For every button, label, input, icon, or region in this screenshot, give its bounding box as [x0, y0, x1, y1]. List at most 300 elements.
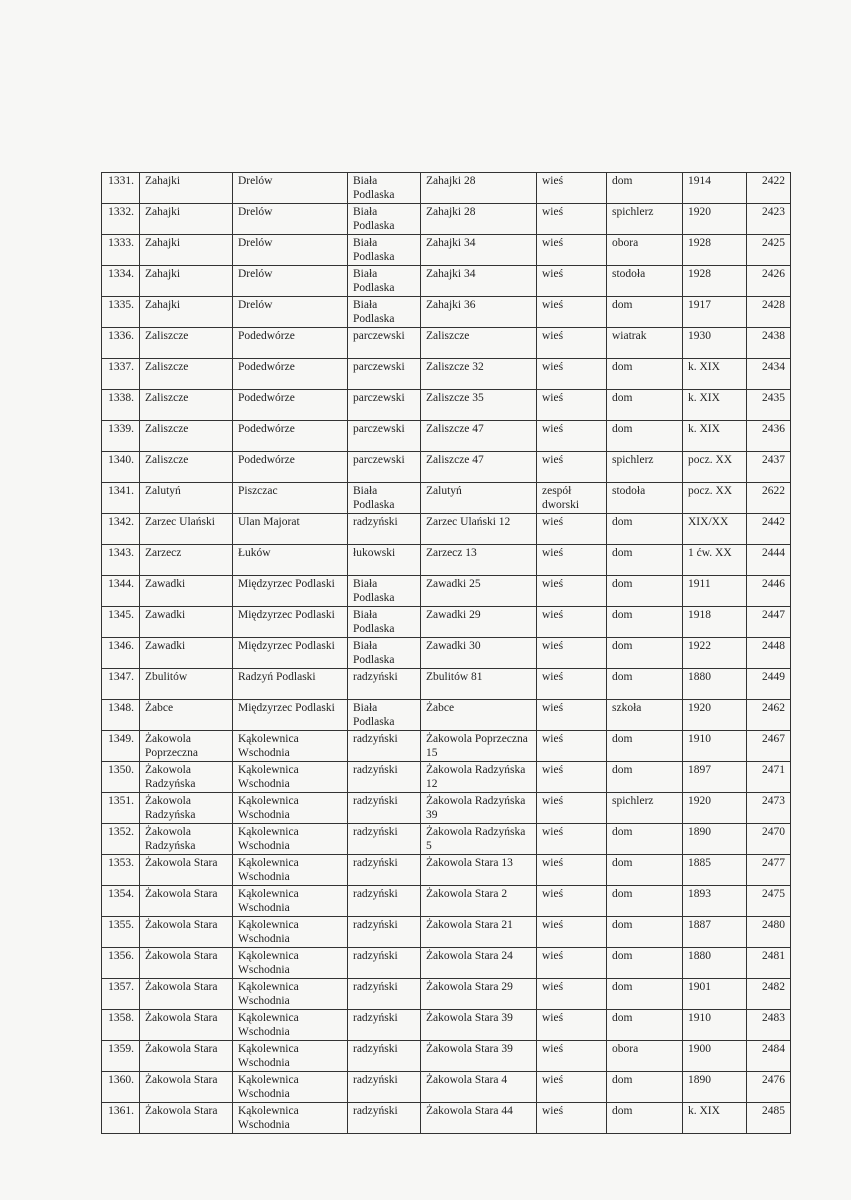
dating-cell: 1920 — [683, 700, 747, 731]
dating-cell: pocz. XX — [683, 452, 747, 483]
row-number: 1342. — [102, 514, 140, 545]
table-row — [102, 607, 791, 638]
settlement-type-cell: wieś — [537, 1072, 607, 1103]
address-cell: Zaliszcze 32 — [421, 359, 537, 390]
settlement-type-cell: wieś — [537, 1010, 607, 1041]
row-number: 1337. — [102, 359, 140, 390]
powiat-cell: radzyński — [348, 731, 421, 762]
register-id-cell: 2622 — [747, 483, 791, 514]
register-id-cell: 2422 — [747, 173, 791, 204]
address-cell: Zaliszcze — [421, 328, 537, 359]
powiat-cell: Biała Podlaska — [348, 173, 421, 204]
object-type-cell: dom — [607, 979, 683, 1010]
row-number: 1344. — [102, 576, 140, 607]
row-number: 1346. — [102, 638, 140, 669]
register-id-cell: 2437 — [747, 452, 791, 483]
address-cell: Żakowola Radzyńska 5 — [421, 824, 537, 855]
table-row — [102, 235, 791, 266]
settlement-type-cell: wieś — [537, 669, 607, 700]
row-number: 1350. — [102, 762, 140, 793]
address-cell: Zaliszcze 47 — [421, 421, 537, 452]
table-row — [102, 1010, 791, 1041]
register-id-cell: 2482 — [747, 979, 791, 1010]
row-number: 1353. — [102, 855, 140, 886]
gmina-cell: Kąkolewnica Wschodnia — [233, 917, 348, 948]
powiat-cell: radzyński — [348, 824, 421, 855]
row-number: 1333. — [102, 235, 140, 266]
table-row — [102, 483, 791, 514]
row-number: 1359. — [102, 1041, 140, 1072]
powiat-cell: radzyński — [348, 979, 421, 1010]
register-id-cell: 2485 — [747, 1103, 791, 1134]
table-row — [102, 297, 791, 328]
table-row — [102, 1041, 791, 1072]
row-number: 1347. — [102, 669, 140, 700]
powiat-cell: Biała Podlaska — [348, 576, 421, 607]
address-cell: Zahajki 34 — [421, 266, 537, 297]
object-type-cell: dom — [607, 1072, 683, 1103]
row-number: 1331. — [102, 173, 140, 204]
dating-cell: 1880 — [683, 669, 747, 700]
object-type-cell: dom — [607, 1010, 683, 1041]
powiat-cell: Biała Podlaska — [348, 297, 421, 328]
object-type-cell: stodoła — [607, 483, 683, 514]
register-id-cell: 2483 — [747, 1010, 791, 1041]
address-cell: Zawadki 30 — [421, 638, 537, 669]
settlement-type-cell: wieś — [537, 390, 607, 421]
powiat-cell: radzyński — [348, 855, 421, 886]
table-row — [102, 204, 791, 235]
register-id-cell: 2473 — [747, 793, 791, 824]
dating-cell: 1901 — [683, 979, 747, 1010]
dating-cell: 1914 — [683, 173, 747, 204]
locality-cell: Żakowola Stara — [140, 1103, 233, 1134]
settlement-type-cell: wieś — [537, 762, 607, 793]
dating-cell: 1 ćw. XX — [683, 545, 747, 576]
address-cell: Żakowola Stara 13 — [421, 855, 537, 886]
object-type-cell: dom — [607, 545, 683, 576]
register-id-cell: 2447 — [747, 607, 791, 638]
row-number: 1338. — [102, 390, 140, 421]
dating-cell: 1918 — [683, 607, 747, 638]
gmina-cell: Międzyrzec Podlaski — [233, 607, 348, 638]
row-number: 1348. — [102, 700, 140, 731]
gmina-cell: Kąkolewnica Wschodnia — [233, 793, 348, 824]
dating-cell: 1911 — [683, 576, 747, 607]
address-cell: Żakowola Radzyńska 39 — [421, 793, 537, 824]
object-type-cell: dom — [607, 390, 683, 421]
powiat-cell: parczewski — [348, 328, 421, 359]
object-type-cell: dom — [607, 421, 683, 452]
settlement-type-cell: wieś — [537, 793, 607, 824]
table-row — [102, 731, 791, 762]
settlement-type-cell: wieś — [537, 204, 607, 235]
gmina-cell: Kąkolewnica Wschodnia — [233, 948, 348, 979]
row-number: 1345. — [102, 607, 140, 638]
object-type-cell: stodoła — [607, 266, 683, 297]
table-row — [102, 886, 791, 917]
locality-cell: Zawadki — [140, 607, 233, 638]
locality-cell: Zarzec Ulański — [140, 514, 233, 545]
address-cell: Żakowola Stara 29 — [421, 979, 537, 1010]
address-cell: Zalutyń — [421, 483, 537, 514]
register-id-cell: 2467 — [747, 731, 791, 762]
row-number: 1336. — [102, 328, 140, 359]
powiat-cell: radzyński — [348, 1010, 421, 1041]
powiat-cell: Biała Podlaska — [348, 204, 421, 235]
settlement-type-cell: wieś — [537, 266, 607, 297]
powiat-cell: Biała Podlaska — [348, 235, 421, 266]
address-cell: Zawadki 25 — [421, 576, 537, 607]
table-row — [102, 855, 791, 886]
object-type-cell: dom — [607, 917, 683, 948]
settlement-type-cell: wieś — [537, 607, 607, 638]
table-row — [102, 328, 791, 359]
register-id-cell: 2434 — [747, 359, 791, 390]
powiat-cell: parczewski — [348, 390, 421, 421]
table-row — [102, 359, 791, 390]
settlement-type-cell: wieś — [537, 235, 607, 266]
powiat-cell: radzyński — [348, 762, 421, 793]
powiat-cell: radzyński — [348, 669, 421, 700]
register-id-cell: 2423 — [747, 204, 791, 235]
row-number: 1334. — [102, 266, 140, 297]
settlement-type-cell: wieś — [537, 514, 607, 545]
register-id-cell: 2481 — [747, 948, 791, 979]
object-type-cell: obora — [607, 235, 683, 266]
powiat-cell: radzyński — [348, 1072, 421, 1103]
address-cell: Zahajki 28 — [421, 204, 537, 235]
dating-cell: 1890 — [683, 824, 747, 855]
gmina-cell: Podedwórze — [233, 328, 348, 359]
table-row — [102, 576, 791, 607]
locality-cell: Żakowola Radzyńska — [140, 793, 233, 824]
locality-cell: Żakowola Stara — [140, 1072, 233, 1103]
address-cell: Żakowola Stara 44 — [421, 1103, 537, 1134]
locality-cell: Zaliszcze — [140, 390, 233, 421]
object-type-cell: dom — [607, 607, 683, 638]
locality-cell: Zarzecz — [140, 545, 233, 576]
address-cell: Żakowola Stara 24 — [421, 948, 537, 979]
gmina-cell: Międzyrzec Podlaski — [233, 638, 348, 669]
gmina-cell: Ulan Majorat — [233, 514, 348, 545]
address-cell: Zahajki 28 — [421, 173, 537, 204]
dating-cell: 1910 — [683, 1010, 747, 1041]
object-type-cell: szkoła — [607, 700, 683, 731]
powiat-cell: parczewski — [348, 359, 421, 390]
register-id-cell: 2435 — [747, 390, 791, 421]
register-id-cell: 2446 — [747, 576, 791, 607]
address-cell: Żakowola Radzyńska 12 — [421, 762, 537, 793]
locality-cell: Zahajki — [140, 235, 233, 266]
settlement-type-cell: wieś — [537, 979, 607, 1010]
dating-cell: XIX/XX — [683, 514, 747, 545]
powiat-cell: radzyński — [348, 1103, 421, 1134]
locality-cell: Żabce — [140, 700, 233, 731]
register-id-cell: 2426 — [747, 266, 791, 297]
object-type-cell: dom — [607, 731, 683, 762]
locality-cell: Zahajki — [140, 204, 233, 235]
gmina-cell: Podedwórze — [233, 390, 348, 421]
gmina-cell: Kąkolewnica Wschodnia — [233, 824, 348, 855]
powiat-cell: Biała Podlaska — [348, 483, 421, 514]
powiat-cell: radzyński — [348, 948, 421, 979]
register-id-cell: 2477 — [747, 855, 791, 886]
address-cell: Zahajki 34 — [421, 235, 537, 266]
table-row — [102, 700, 791, 731]
dating-cell: k. XIX — [683, 359, 747, 390]
dating-cell: 1885 — [683, 855, 747, 886]
locality-cell: Zahajki — [140, 266, 233, 297]
object-type-cell: dom — [607, 886, 683, 917]
address-cell: Żakowola Stara 39 — [421, 1010, 537, 1041]
row-number: 1332. — [102, 204, 140, 235]
gmina-cell: Kąkolewnica Wschodnia — [233, 731, 348, 762]
row-number: 1354. — [102, 886, 140, 917]
settlement-type-cell: wieś — [537, 886, 607, 917]
address-cell: Żabce — [421, 700, 537, 731]
dating-cell: 1890 — [683, 1072, 747, 1103]
table-row — [102, 979, 791, 1010]
row-number: 1341. — [102, 483, 140, 514]
locality-cell: Żakowola Stara — [140, 917, 233, 948]
powiat-cell: parczewski — [348, 421, 421, 452]
address-cell: Zaliszcze 35 — [421, 390, 537, 421]
powiat-cell: łukowski — [348, 545, 421, 576]
register-id-cell: 2475 — [747, 886, 791, 917]
gmina-cell: Kąkolewnica Wschodnia — [233, 855, 348, 886]
address-cell: Zarzec Ulański 12 — [421, 514, 537, 545]
row-number: 1349. — [102, 731, 140, 762]
powiat-cell: radzyński — [348, 886, 421, 917]
locality-cell: Żakowola Stara — [140, 979, 233, 1010]
table-row — [102, 638, 791, 669]
row-number: 1351. — [102, 793, 140, 824]
settlement-type-cell: wieś — [537, 917, 607, 948]
dating-cell: k. XIX — [683, 421, 747, 452]
monument-registry-table — [101, 172, 791, 1134]
address-cell: Żakowola Poprzeczna 15 — [421, 731, 537, 762]
gmina-cell: Kąkolewnica Wschodnia — [233, 1072, 348, 1103]
address-cell: Żakowola Stara 21 — [421, 917, 537, 948]
locality-cell: Żakowola Stara — [140, 1010, 233, 1041]
address-cell: Żakowola Stara 2 — [421, 886, 537, 917]
locality-cell: Żakowola Stara — [140, 948, 233, 979]
table-row — [102, 762, 791, 793]
object-type-cell: dom — [607, 855, 683, 886]
gmina-cell: Drelów — [233, 297, 348, 328]
powiat-cell: Biała Podlaska — [348, 638, 421, 669]
object-type-cell: spichlerz — [607, 793, 683, 824]
locality-cell: Żakowola Stara — [140, 1041, 233, 1072]
gmina-cell: Drelów — [233, 204, 348, 235]
powiat-cell: radzyński — [348, 793, 421, 824]
dating-cell: 1893 — [683, 886, 747, 917]
dating-cell: 1897 — [683, 762, 747, 793]
object-type-cell: dom — [607, 576, 683, 607]
address-cell: Zaliszcze 47 — [421, 452, 537, 483]
row-number: 1339. — [102, 421, 140, 452]
address-cell: Żakowola Stara 39 — [421, 1041, 537, 1072]
settlement-type-cell: wieś — [537, 855, 607, 886]
gmina-cell: Podedwórze — [233, 452, 348, 483]
registry-body — [102, 173, 791, 1134]
object-type-cell: dom — [607, 173, 683, 204]
settlement-type-cell: wieś — [537, 576, 607, 607]
gmina-cell: Kąkolewnica Wschodnia — [233, 886, 348, 917]
gmina-cell: Drelów — [233, 235, 348, 266]
settlement-type-cell: wieś — [537, 1103, 607, 1134]
table-row — [102, 917, 791, 948]
gmina-cell: Międzyrzec Podlaski — [233, 576, 348, 607]
locality-cell: Zaliszcze — [140, 359, 233, 390]
address-cell: Zahajki 36 — [421, 297, 537, 328]
row-number: 1355. — [102, 917, 140, 948]
object-type-cell: dom — [607, 669, 683, 700]
row-number: 1340. — [102, 452, 140, 483]
gmina-cell: Łuków — [233, 545, 348, 576]
table-row — [102, 266, 791, 297]
object-type-cell: spichlerz — [607, 452, 683, 483]
powiat-cell: radzyński — [348, 917, 421, 948]
object-type-cell: dom — [607, 1103, 683, 1134]
table-row — [102, 390, 791, 421]
object-type-cell: dom — [607, 297, 683, 328]
register-id-cell: 2438 — [747, 328, 791, 359]
table-row — [102, 514, 791, 545]
settlement-type-cell: wieś — [537, 700, 607, 731]
register-id-cell: 2449 — [747, 669, 791, 700]
row-number: 1335. — [102, 297, 140, 328]
register-id-cell: 2476 — [747, 1072, 791, 1103]
locality-cell: Żakowola Radzyńska — [140, 824, 233, 855]
dating-cell: 1930 — [683, 328, 747, 359]
gmina-cell: Kąkolewnica Wschodnia — [233, 1010, 348, 1041]
table-row — [102, 545, 791, 576]
address-cell: Zbulitów 81 — [421, 669, 537, 700]
dating-cell: pocz. XX — [683, 483, 747, 514]
row-number: 1352. — [102, 824, 140, 855]
table-row — [102, 1072, 791, 1103]
settlement-type-cell: wieś — [537, 545, 607, 576]
register-id-cell: 2448 — [747, 638, 791, 669]
object-type-cell: dom — [607, 824, 683, 855]
row-number: 1358. — [102, 1010, 140, 1041]
register-id-cell: 2436 — [747, 421, 791, 452]
settlement-type-cell: wieś — [537, 1041, 607, 1072]
dating-cell: 1928 — [683, 235, 747, 266]
powiat-cell: parczewski — [348, 452, 421, 483]
gmina-cell: Piszczac — [233, 483, 348, 514]
powiat-cell: Biała Podlaska — [348, 607, 421, 638]
settlement-type-cell: wieś — [537, 638, 607, 669]
table-row — [102, 793, 791, 824]
gmina-cell: Kąkolewnica Wschodnia — [233, 762, 348, 793]
locality-cell: Żakowola Stara — [140, 886, 233, 917]
object-type-cell: dom — [607, 514, 683, 545]
table-row — [102, 824, 791, 855]
dating-cell: 1922 — [683, 638, 747, 669]
object-type-cell: dom — [607, 359, 683, 390]
register-id-cell: 2428 — [747, 297, 791, 328]
powiat-cell: Biała Podlaska — [348, 700, 421, 731]
register-id-cell: 2462 — [747, 700, 791, 731]
address-cell: Zawadki 29 — [421, 607, 537, 638]
locality-cell: Zahajki — [140, 173, 233, 204]
dating-cell: k. XIX — [683, 390, 747, 421]
register-id-cell: 2471 — [747, 762, 791, 793]
table-row — [102, 421, 791, 452]
dating-cell: 1917 — [683, 297, 747, 328]
powiat-cell: radzyński — [348, 1041, 421, 1072]
locality-cell: Zaliszcze — [140, 421, 233, 452]
register-id-cell: 2484 — [747, 1041, 791, 1072]
gmina-cell: Kąkolewnica Wschodnia — [233, 979, 348, 1010]
register-id-cell: 2442 — [747, 514, 791, 545]
object-type-cell: dom — [607, 638, 683, 669]
address-cell: Zarzecz 13 — [421, 545, 537, 576]
locality-cell: Żakowola Stara — [140, 855, 233, 886]
row-number: 1343. — [102, 545, 140, 576]
dating-cell: k. XIX — [683, 1103, 747, 1134]
register-id-cell: 2470 — [747, 824, 791, 855]
settlement-type-cell: wieś — [537, 731, 607, 762]
object-type-cell: wiatrak — [607, 328, 683, 359]
dating-cell: 1887 — [683, 917, 747, 948]
table-row — [102, 1103, 791, 1134]
dating-cell: 1910 — [683, 731, 747, 762]
powiat-cell: radzyński — [348, 514, 421, 545]
register-id-cell: 2444 — [747, 545, 791, 576]
locality-cell: Żakowola Poprzeczna — [140, 731, 233, 762]
settlement-type-cell: wieś — [537, 359, 607, 390]
row-number: 1361. — [102, 1103, 140, 1134]
locality-cell: Zawadki — [140, 576, 233, 607]
gmina-cell: Podedwórze — [233, 359, 348, 390]
row-number: 1356. — [102, 948, 140, 979]
row-number: 1357. — [102, 979, 140, 1010]
settlement-type-cell: wieś — [537, 173, 607, 204]
locality-cell: Zahajki — [140, 297, 233, 328]
dating-cell: 1920 — [683, 793, 747, 824]
powiat-cell: Biała Podlaska — [348, 266, 421, 297]
register-id-cell: 2480 — [747, 917, 791, 948]
locality-cell: Zawadki — [140, 638, 233, 669]
gmina-cell: Kąkolewnica Wschodnia — [233, 1041, 348, 1072]
gmina-cell: Drelów — [233, 173, 348, 204]
row-number: 1360. — [102, 1072, 140, 1103]
settlement-type-cell: wieś — [537, 328, 607, 359]
gmina-cell: Podedwórze — [233, 421, 348, 452]
settlement-type-cell: wieś — [537, 421, 607, 452]
gmina-cell: Kąkolewnica Wschodnia — [233, 1103, 348, 1134]
gmina-cell: Radzyń Podlaski — [233, 669, 348, 700]
locality-cell: Zaliszcze — [140, 452, 233, 483]
dating-cell: 1928 — [683, 266, 747, 297]
dating-cell: 1880 — [683, 948, 747, 979]
settlement-type-cell: wieś — [537, 297, 607, 328]
settlement-type-cell: zespół dworski — [537, 483, 607, 514]
gmina-cell: Drelów — [233, 266, 348, 297]
locality-cell: Zalutyń — [140, 483, 233, 514]
locality-cell: Zaliszcze — [140, 328, 233, 359]
dating-cell: 1900 — [683, 1041, 747, 1072]
object-type-cell: dom — [607, 948, 683, 979]
settlement-type-cell: wieś — [537, 948, 607, 979]
settlement-type-cell: wieś — [537, 452, 607, 483]
table-row — [102, 452, 791, 483]
dating-cell: 1920 — [683, 204, 747, 235]
